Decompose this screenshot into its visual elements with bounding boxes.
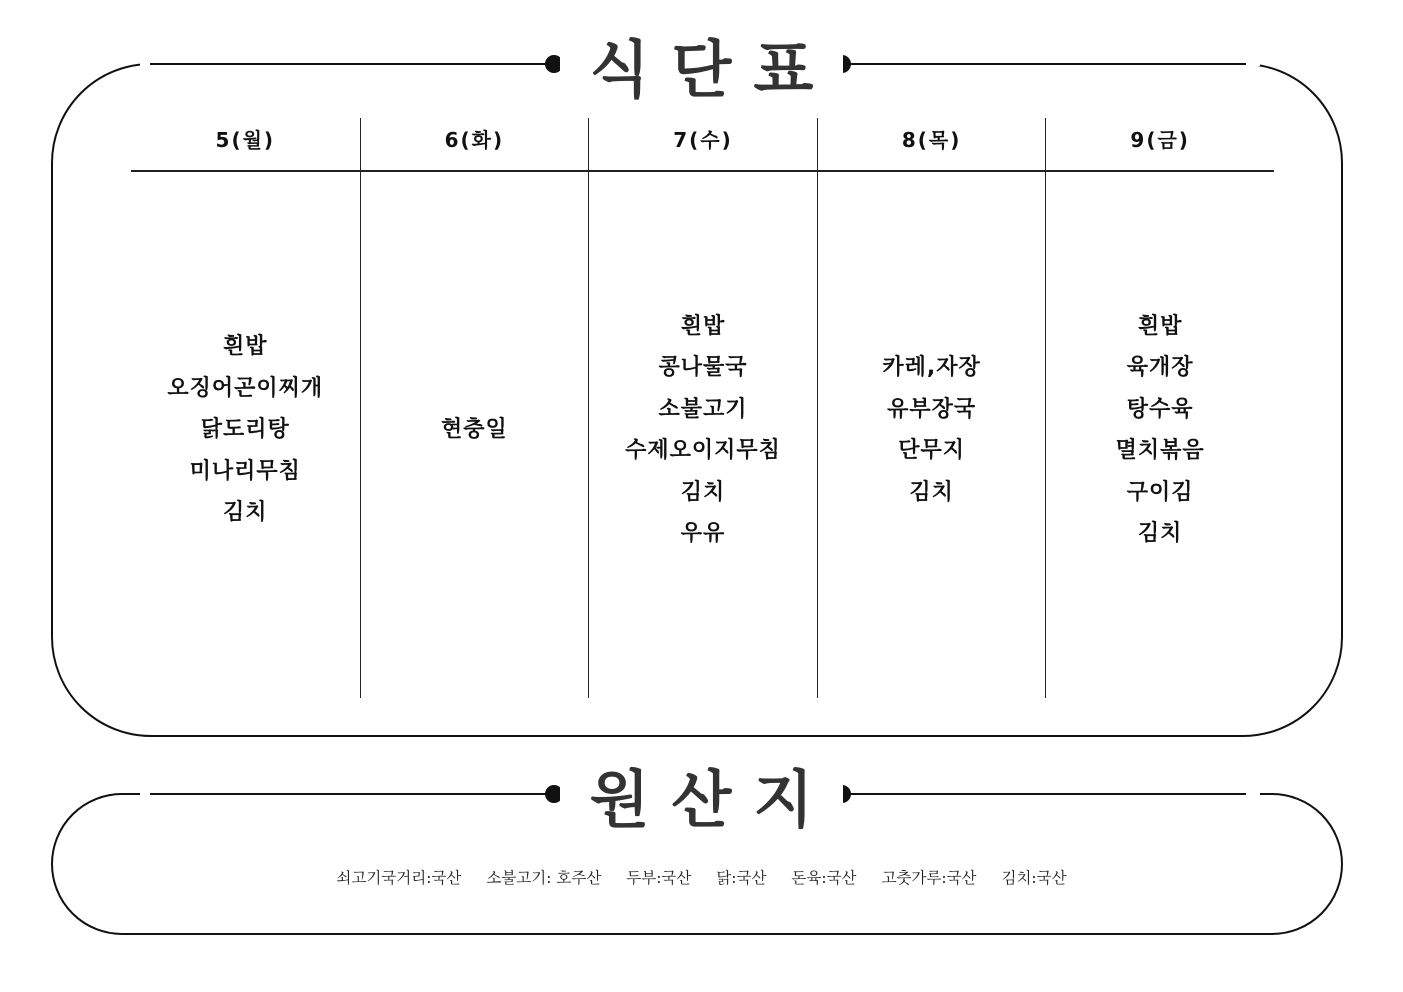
day-header: 7(수) [673,128,733,152]
day-column [360,118,589,698]
dish-item: 멸치볶음 [1115,438,1205,463]
origin-item: 두부:국산 [626,869,692,887]
menu-heading [0,30,1403,110]
dish-item: 김치 [223,500,268,526]
dish-item: 콩나물국 [658,355,748,380]
origin-item: 소불고기: 호주산 [486,869,602,887]
dish-item: 소불고기 [658,396,748,422]
day-menu-list [131,170,360,698]
dish-item: 카레,자장 [882,355,981,380]
menu-title: 식단표 [560,30,843,110]
dish-item: 오징어곤이찌개 [167,375,324,401]
dish-item: 흰밥 [680,313,726,339]
dish-item: 닭도리탕 [200,417,290,443]
day-column [1045,118,1274,698]
day-menu-list [361,170,589,698]
day-header: 6(화) [444,128,505,152]
day-column [131,118,360,698]
day-column [817,118,1046,698]
day-header: 5(월) [215,128,276,152]
day-menu-list [589,170,817,698]
dish-item: 흰밥 [223,334,268,360]
origin-item: 돈육:국산 [791,869,857,887]
day-menu-list [1046,170,1274,698]
dish-item: 미나리무침 [189,458,301,484]
dish-item: 김치 [680,479,726,505]
origin-heading [0,760,1403,840]
dish-item: 흰밥 [1137,313,1183,339]
day-header: 8(목) [901,128,962,152]
origin-item: 김치:국산 [1001,869,1067,887]
dish-item: 유부장국 [887,396,977,422]
origin-item: 닭:국산 [716,869,767,887]
origin-item: 고춧가루:국산 [881,869,977,887]
day-column [588,118,817,698]
dish-item: 현충일 [441,417,508,443]
heading-line-right [846,793,1246,795]
dish-item: 단무지 [898,438,965,463]
dish-item: 탕수육 [1126,396,1194,422]
origin-item: 쇠고기국거리:국산 [336,869,462,887]
day-header: 9(금) [1130,128,1190,152]
dish-item: 구이김 [1126,479,1194,505]
week-table [131,118,1274,698]
heading-line-right [846,63,1246,65]
dish-item: 수제오이지무침 [625,438,781,463]
day-menu-list [818,170,1046,698]
dish-item: 김치 [909,479,954,505]
heading-line-left [150,793,550,795]
dish-item: 김치 [1137,521,1183,546]
origin-list [0,866,1403,888]
origin-title: 원산지 [560,760,843,840]
dish-item: 우유 [680,521,726,546]
heading-line-left [150,63,550,65]
dish-item: 육개장 [1126,355,1194,380]
